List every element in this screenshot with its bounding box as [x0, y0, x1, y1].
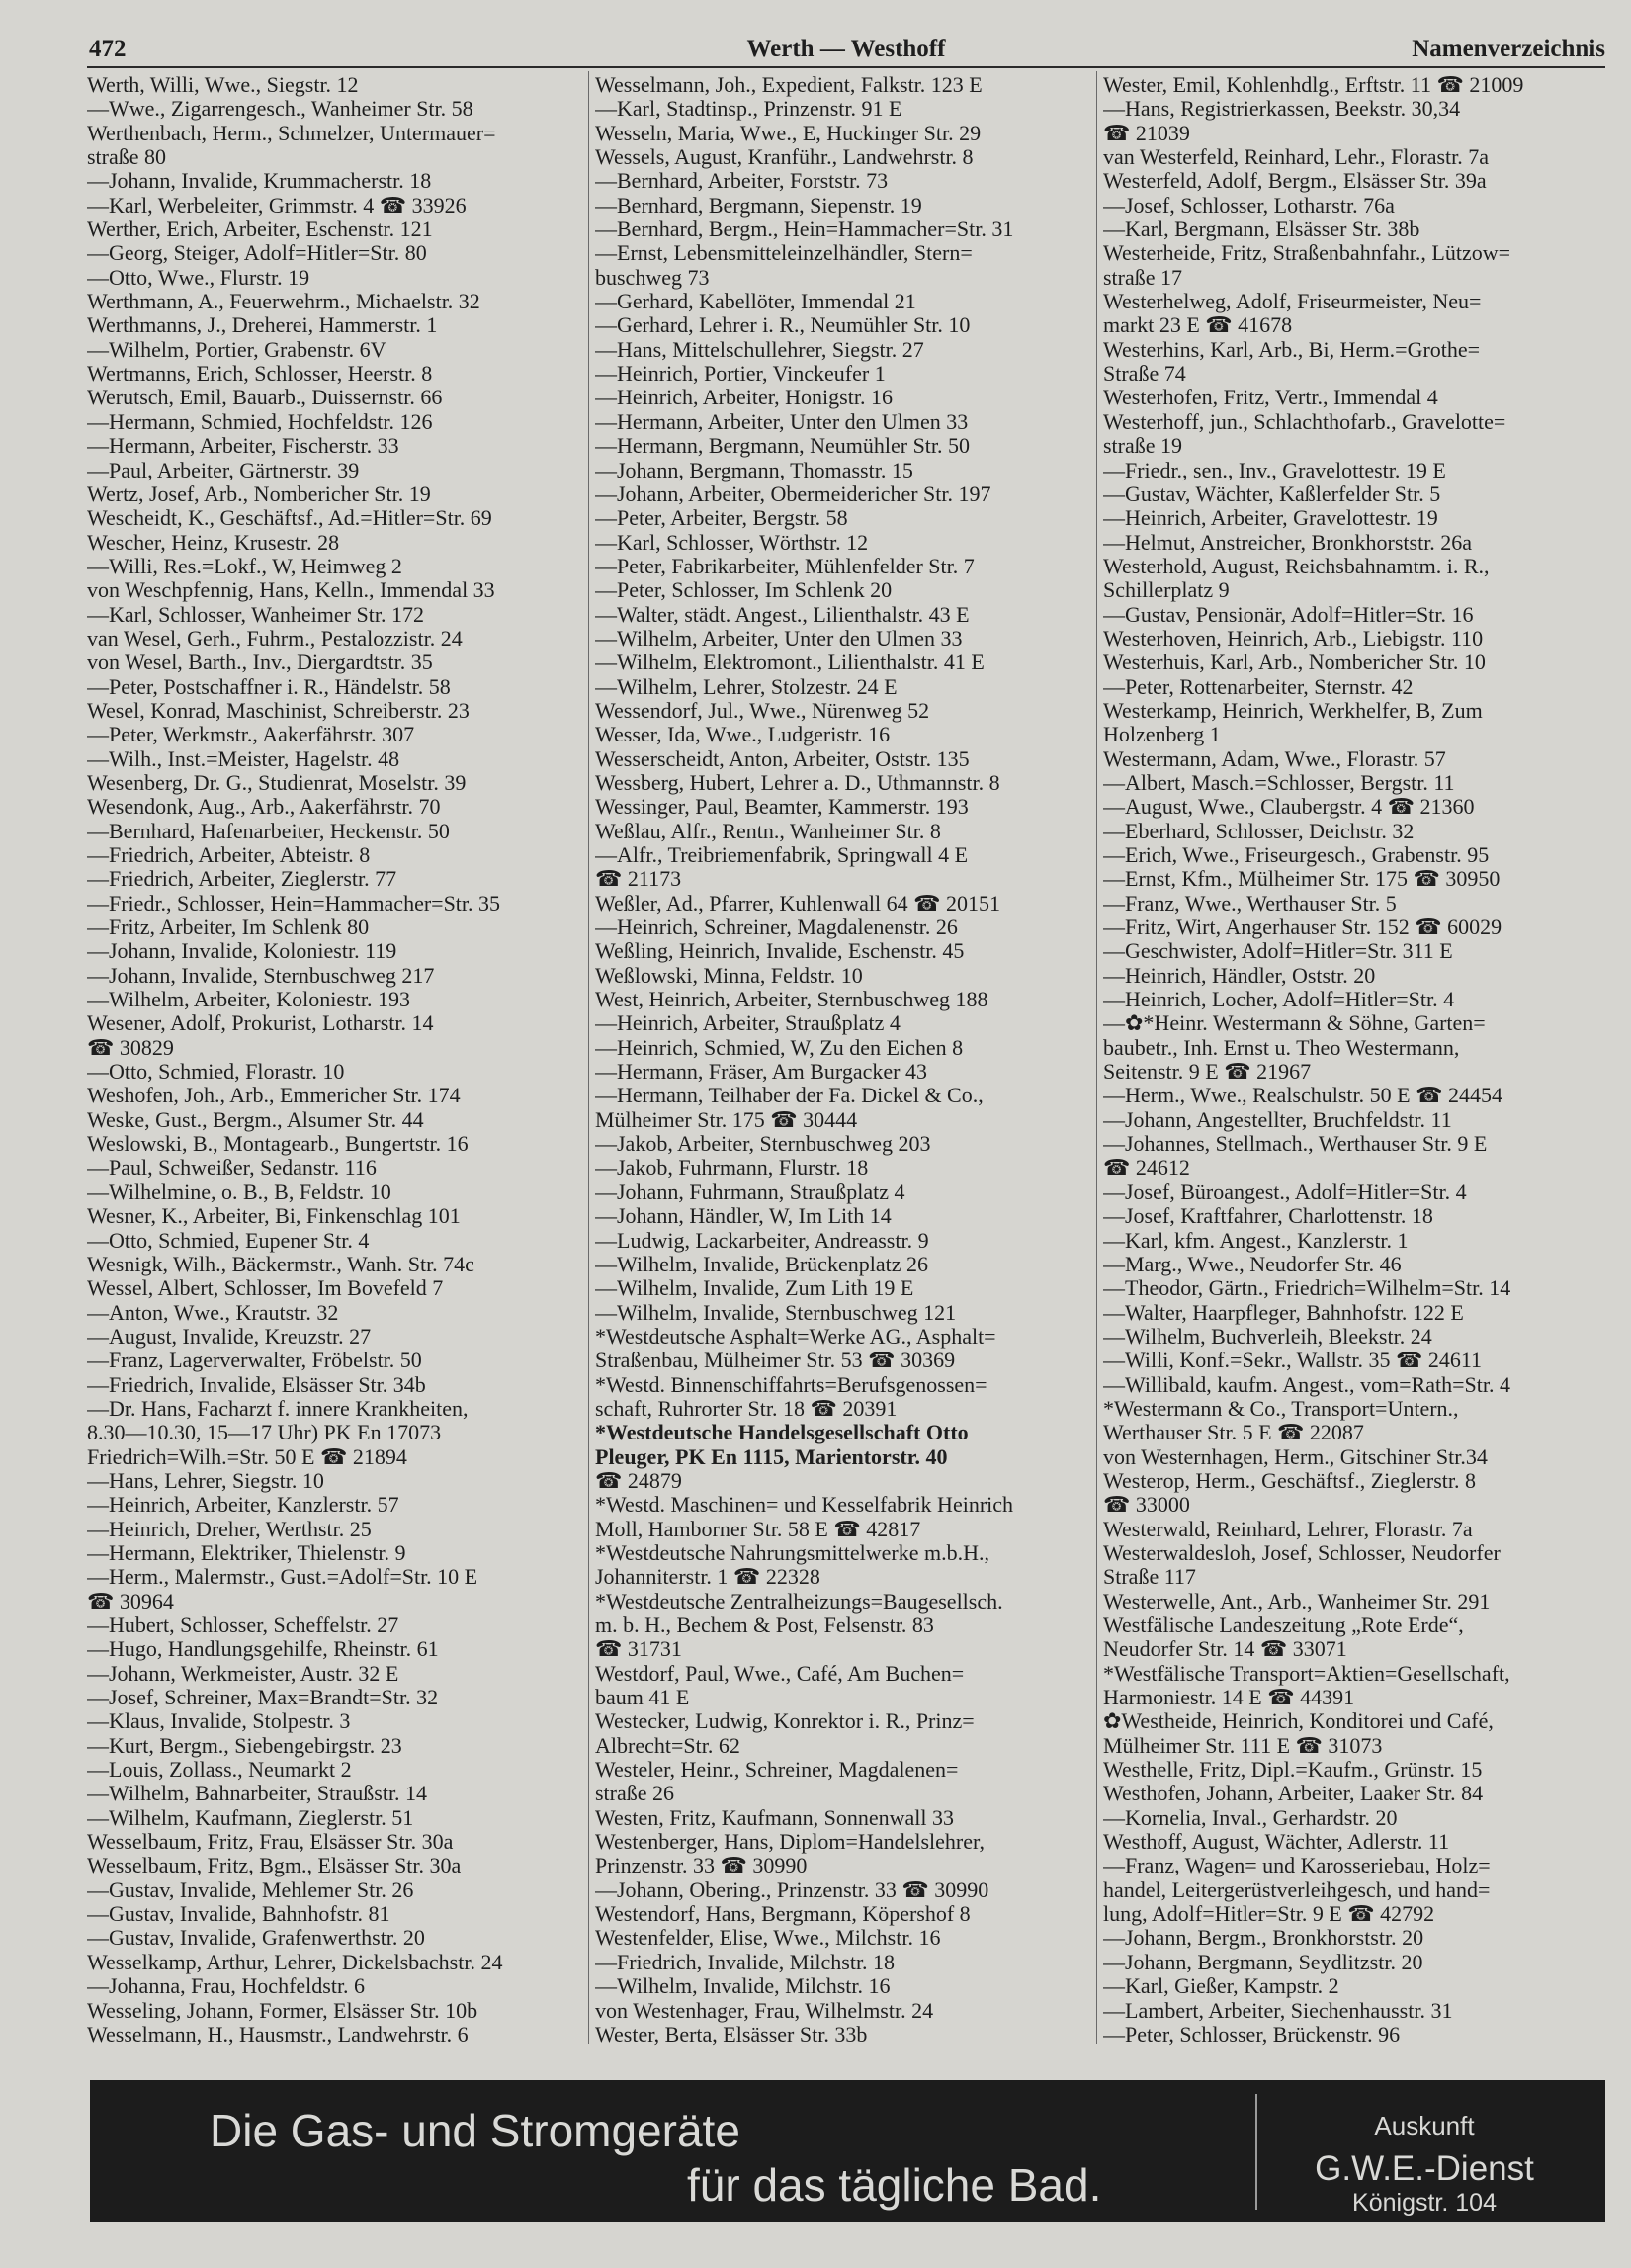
- directory-entry-line: —Wilhelmine, o. B., B, Feldstr. 10: [87, 1179, 391, 1204]
- directory-entry-line: —Friedrich, Arbeiter, Zieglerstr. 77: [87, 867, 397, 892]
- directory-entry-line: —Marg., Wwe., Neudorfer Str. 46: [1103, 1252, 1402, 1276]
- directory-entry-line: —Paul, Schweißer, Sedanstr. 116: [87, 1156, 377, 1180]
- directory-entry-line: —Hermann, Schmied, Hochfeldstr. 126: [87, 409, 433, 434]
- directory-entry-line: —Johanna, Frau, Hochfeldstr. 6: [87, 1974, 366, 1999]
- directory-entry-line: —Heinrich, Locher, Adolf=Hitler=Str. 4: [1103, 988, 1455, 1012]
- directory-entry-line: Werther, Erich, Arbeiter, Eschenstr. 121: [87, 218, 433, 242]
- directory-entry-line: —Hugo, Handlungsgehilfe, Rheinstr. 61: [87, 1637, 439, 1662]
- directory-entry-line: Westerop, Herm., Geschäftsf., Zieglerstr. 8: [1103, 1468, 1476, 1493]
- directory-entry-line: —Otto, Wwe., Flurstr. 19: [87, 265, 310, 290]
- directory-entry-line: schaft, Ruhrorter Str. 18 ☎ 20391: [595, 1396, 898, 1421]
- directory-entry-line: —Herm., Malermstr., Gust.=Adolf=Str. 10 E: [87, 1565, 478, 1590]
- directory-entry-line: ☎ 30829: [87, 1035, 174, 1060]
- directory-entry-line: Wesselbaum, Fritz, Frau, Elsässer Str. 30a: [87, 1830, 454, 1855]
- directory-entry-line: —Friedrich, Invalide, Elsässer Str. 34b: [87, 1372, 426, 1397]
- directory-entry-line: *Westdeutsche Handelsgesellschaft Otto: [595, 1421, 969, 1445]
- directory-entry-line: Wessinger, Paul, Beamter, Kammerstr. 193: [595, 795, 969, 820]
- directory-entry-line: straße 26: [595, 1782, 675, 1806]
- directory-entry-line: handel, Leitergerüstverleihgesch, und hand=: [1103, 1877, 1491, 1902]
- directory-entry-line: Weßlau, Alfr., Rentn., Wanheimer Str. 8: [595, 819, 941, 843]
- directory-entry-line: —Karl, Bergmann, Elsässer Str. 38b: [1103, 218, 1420, 242]
- directory-entry-line: —Wilhelm, Portier, Grabenstr. 6V: [87, 337, 386, 362]
- directory-entry-line: ✿Westheide, Heinrich, Konditorei und Café,: [1103, 1709, 1494, 1734]
- column-divider: [588, 71, 589, 2044]
- directory-entry-line: —Heinrich, Dreher, Werthstr. 25: [87, 1517, 372, 1541]
- directory-entry-line: m. b. H., Bechem & Post, Felsenstr. 83: [595, 1614, 934, 1637]
- directory-entry-line: baum 41 E: [595, 1686, 690, 1710]
- column-divider: [1096, 71, 1097, 2044]
- directory-entry-line: —Willi, Konf.=Sekr., Wallstr. 35 ☎ 24611: [1103, 1349, 1483, 1373]
- directory-entry-line: —Friedrich, Arbeiter, Abteistr. 8: [87, 843, 371, 867]
- page-number: 472: [89, 36, 127, 62]
- directory-entry-line: Wesserscheidt, Anton, Arbeiter, Oststr. 135: [595, 746, 970, 771]
- directory-entry-line: Wester, Berta, Elsässer Str. 33b: [595, 2022, 868, 2047]
- directory-entry-line: buschweg 73: [595, 265, 710, 290]
- directory-entry-line: —Karl, Stadtinsp., Prinzenstr. 91 E: [595, 97, 902, 122]
- directory-entry-line: —Eberhard, Schlosser, Deichstr. 32: [1103, 819, 1415, 843]
- directory-entry-line: Weßler, Ad., Pfarrer, Kuhlenwall 64 ☎ 20151: [595, 891, 1000, 916]
- directory-entry-line: —Hermann, Bergmann, Neumühler Str. 50: [595, 434, 971, 459]
- directory-entry-line: —Geschwister, Adolf=Hitler=Str. 311 E: [1103, 939, 1453, 964]
- directory-entry-line: Westerwaldesloh, Josef, Schlosser, Neudorfer: [1103, 1540, 1501, 1565]
- directory-entry-line: van Westerfeld, Reinhard, Lehr., Florastr. 7a: [1103, 145, 1490, 170]
- directory-entry-line: —Josef, Kraftfahrer, Charlottenstr. 18: [1103, 1204, 1433, 1229]
- directory-entry-line: —Bernhard, Bergmann, Siepenstr. 19: [595, 193, 922, 218]
- directory-entry-line: Straße 117: [1103, 1565, 1196, 1590]
- directory-entry-line: Wesselkamp, Arthur, Lehrer, Dickelsbachstr. 24: [87, 1950, 503, 1974]
- directory-entry-line: —Bernhard, Hafenarbeiter, Heckenstr. 50: [87, 819, 450, 843]
- directory-entry-line: *Westdeutsche Nahrungsmittelwerke m.b.H.,: [595, 1540, 990, 1565]
- directory-entry-line: Westerhold, August, Reichsbahnamtm. i. R.,: [1103, 554, 1490, 578]
- directory-entry-line: —Johann, Bergmann, Thomasstr. 15: [595, 458, 913, 482]
- directory-entry-line: —August, Wwe., Claubergstr. 4 ☎ 21360: [1103, 795, 1475, 820]
- directory-entry-line: —Peter, Rottenarbeiter, Sternstr. 42: [1103, 674, 1414, 699]
- directory-entry-line: —Karl, Schlosser, Wanheimer Str. 172: [87, 602, 424, 627]
- directory-entry-line: —Heinrich, Schmied, W, Zu den Eichen 8: [595, 1035, 964, 1060]
- directory-entry-line: Westerheide, Fritz, Straßenbahnfahr., Lützow=: [1103, 241, 1511, 266]
- directory-entry-line: Westerkamp, Heinrich, Werkhelfer, B, Zum: [1103, 698, 1483, 723]
- directory-entry-line: —Herm., Wwe., Realschulstr. 50 E ☎ 24454: [1103, 1084, 1502, 1108]
- directory-entry-line: Friedrich=Wilh.=Str. 50 E ☎ 21894: [87, 1444, 407, 1469]
- directory-entry-line: —Louis, Zollass., Neumarkt 2: [87, 1758, 352, 1783]
- directory-entry-line: —Wilhelm, Kaufmann, Zieglerstr. 51: [87, 1805, 414, 1830]
- directory-entry-line: —Peter, Werkmstr., Aakerfährstr. 307: [87, 723, 415, 747]
- directory-entry-line: Westecker, Ludwig, Konrektor i. R., Prinz=: [595, 1709, 975, 1734]
- directory-entry-line: straße 17: [1103, 265, 1183, 290]
- directory-entry-line: Westhofen, Johann, Arbeiter, Laaker Str. 84: [1103, 1782, 1484, 1806]
- directory-entry-line: —Theodor, Gärtn., Friedrich=Wilhelm=Str. 14: [1103, 1276, 1511, 1301]
- directory-entry-line: Wesenberg, Dr. G., Studienrat, Moselstr. 39: [87, 770, 467, 795]
- directory-entry-line: Weßling, Heinrich, Invalide, Eschenstr. 45: [595, 939, 965, 964]
- directory-entry-line: Wessendorf, Jul., Wwe., Nürenweg 52: [595, 698, 930, 723]
- directory-column-1: [87, 73, 583, 2047]
- directory-entry-line: —Karl, Gießer, Kampstr. 2: [1103, 1974, 1339, 1999]
- directory-entry-line: —Wilhelm, Arbeiter, Koloniestr. 193: [87, 988, 410, 1012]
- directory-entry-line: —✿*Heinr. Westermann & Söhne, Garten=: [1103, 1011, 1486, 1036]
- directory-entry-line: Westerhoven, Heinrich, Arb., Liebigstr. 110: [1103, 626, 1484, 651]
- directory-entry-line: *Westdeutsche Asphalt=Werke AG., Asphalt=: [595, 1324, 996, 1349]
- directory-column-2: [595, 73, 1091, 2047]
- directory-entry-line: —Hermann, Elektriker, Thielenstr. 9: [87, 1540, 406, 1565]
- ad-info-address: Königstr. 104: [1352, 2189, 1497, 2217]
- directory-entry-line: Schillerplatz 9: [1103, 578, 1230, 603]
- directory-entry-line: —Peter, Arbeiter, Bergstr. 58: [595, 506, 848, 531]
- directory-entry-line: Westerhins, Karl, Arb., Bi, Herm.=Grothe=: [1103, 337, 1481, 362]
- directory-entry-line: —Gustav, Invalide, Bahnhofstr. 81: [87, 1902, 390, 1927]
- ad-info-name: G.W.E.-Dienst: [1315, 2149, 1534, 2188]
- directory-entry-line: ☎ 31731: [595, 1637, 682, 1662]
- directory-entry-line: Wesel, Konrad, Maschinist, Schreiberstr. 23: [87, 698, 470, 723]
- directory-entry-line: ☎ 24612: [1103, 1156, 1190, 1180]
- directory-entry-line: ☎ 21173: [595, 867, 682, 892]
- directory-entry-line: Moll, Hamborner Str. 58 E ☎ 42817: [595, 1517, 921, 1541]
- directory-entry-line: Weßlowski, Minna, Feldstr. 10: [595, 963, 863, 988]
- directory-entry-line: markt 23 E ☎ 41678: [1103, 313, 1293, 338]
- directory-entry-line: Wesselbaum, Fritz, Bgm., Elsässer Str. 30a: [87, 1854, 462, 1878]
- ad-headline-line-1: Die Gas- und Stromgeräte: [210, 2105, 740, 2156]
- directory-entry-line: —Bernhard, Arbeiter, Forststr. 73: [595, 169, 889, 194]
- directory-entry-line: —Paul, Arbeiter, Gärtnerstr. 39: [87, 458, 360, 482]
- directory-entry-line: —Johann, Obering., Prinzenstr. 33 ☎ 30990: [595, 1877, 989, 1902]
- directory-entry-line: —Gustav, Invalide, Grafenwerthstr. 20: [87, 1926, 425, 1951]
- directory-entry-line: Westerhuis, Karl, Arb., Nombericher Str. 10: [1103, 651, 1486, 675]
- directory-entry-line: —Willibald, kaufm. Angest., vom=Rath=Str. 4: [1103, 1372, 1510, 1397]
- directory-entry-line: Johanniterstr. 1 ☎ 22328: [595, 1565, 820, 1590]
- directory-entry-line: —Wilhelm, Invalide, Brückenplatz 26: [595, 1252, 928, 1276]
- directory-entry-line: —Bernhard, Bergm., Hein=Hammacher=Str. 31: [595, 218, 1014, 242]
- directory-entry-line: Westen, Fritz, Kaufmann, Sonnenwall 33: [595, 1805, 954, 1830]
- directory-entry-line: —Walter, Haarpfleger, Bahnhofstr. 122 E: [1103, 1300, 1464, 1325]
- directory-entry-line: Weske, Gust., Bergm., Alsumer Str. 44: [87, 1107, 424, 1132]
- directory-entry-line: *Westdeutsche Zentralheizungs=Baugesellsch.: [595, 1589, 1003, 1614]
- directory-entry-line: Wessberg, Hubert, Lehrer a. D., Uthmannstr. 8: [595, 770, 1000, 795]
- directory-entry-line: —Hermann, Teilhaber der Fa. Dickel & Co.,: [595, 1084, 984, 1108]
- directory-entry-line: Westdorf, Paul, Wwe., Café, Am Buchen=: [595, 1661, 965, 1686]
- directory-entry-line: von Weschpfennig, Hans, Kelln., Immendal 33: [87, 578, 495, 603]
- directory-entry-line: Pleuger, PK En 1115, Marientorstr. 40: [595, 1444, 948, 1469]
- directory-entry-line: —Gustav, Pensionär, Adolf=Hitler=Str. 16: [1103, 602, 1474, 627]
- advertisement-banner: [90, 2080, 1605, 2222]
- directory-entry-line: —Wilhelm, Invalide, Milchstr. 16: [595, 1974, 891, 1999]
- directory-entry-line: —Franz, Lagerverwalter, Fröbelstr. 50: [87, 1349, 422, 1373]
- directory-entry-line: Werthmanns, J., Dreherei, Hammerstr. 1: [87, 313, 438, 338]
- directory-entry-line: ☎ 33000: [1103, 1493, 1190, 1518]
- directory-entry-line: ☎ 24879: [595, 1468, 682, 1493]
- directory-entry-line: —Wilh., Inst.=Meister, Hagelstr. 48: [87, 746, 400, 771]
- directory-entry-line: —Ernst, Lebensmitteleinzelhändler, Stern=: [595, 241, 973, 266]
- directory-entry-line: Westerfeld, Adolf, Bergm., Elsässer Str. 39a: [1103, 169, 1487, 194]
- ad-info-label: Auskunft: [1374, 2111, 1475, 2140]
- directory-entry-line: Straße 74: [1103, 362, 1186, 387]
- directory-entry-line: *Westermann & Co., Transport=Untern.,: [1103, 1396, 1459, 1421]
- directory-entry-line: —Ludwig, Lackarbeiter, Andreasstr. 9: [595, 1228, 929, 1253]
- directory-entry-line: Wertmanns, Erich, Schlosser, Heerstr. 8: [87, 362, 433, 387]
- directory-entry-line: —Gerhard, Kabellöter, Immendal 21: [595, 290, 916, 314]
- directory-entry-line: —Johannes, Stellmach., Werthauser Str. 9 E: [1103, 1132, 1488, 1157]
- directory-entry-line: Wessels, August, Kranführ., Landwehrstr. 8: [595, 145, 974, 170]
- directory-entry-line: —Josef, Schlosser, Lotharstr. 76a: [1103, 193, 1395, 218]
- directory-entry-line: ☎ 30964: [87, 1589, 174, 1614]
- directory-entry-line: straße 80: [87, 145, 167, 170]
- directory-entry-line: Wertz, Josef, Arb., Nombericher Str. 19: [87, 481, 431, 506]
- directory-entry-line: Wesener, Adolf, Prokurist, Lotharstr. 14: [87, 1011, 434, 1036]
- directory-entry-line: —Hans, Registrierkassen, Beekstr. 30,34: [1103, 97, 1461, 122]
- ad-headline-line-2: für das tägliche Bad.: [687, 2159, 1102, 2211]
- directory-entry-line: Werthenbach, Herm., Schmelzer, Untermauer=: [87, 121, 496, 145]
- directory-entry-line: —Helmut, Anstreicher, Bronkhorststr. 26a: [1103, 530, 1473, 555]
- directory-entry-line: —Willi, Res.=Lokf., W, Heimweg 2: [87, 554, 402, 578]
- directory-entry-line: —Johann, Invalide, Koloniestr. 119: [87, 939, 397, 964]
- directory-entry-line: —Johann, Werkmeister, Austr. 32 E: [87, 1661, 399, 1686]
- directory-entry-line: Mülheimer Str. 111 E ☎ 31073: [1103, 1733, 1383, 1758]
- directory-entry-line: —Friedrich, Invalide, Milchstr. 18: [595, 1950, 896, 1974]
- directory-entry-line: Wesser, Ida, Wwe., Ludgeristr. 16: [595, 723, 891, 747]
- directory-column-3: [1103, 73, 1605, 2047]
- directory-entry-line: lung, Adolf=Hitler=Str. 9 E ☎ 42792: [1103, 1902, 1435, 1927]
- directory-entry-line: —Otto, Schmied, Eupener Str. 4: [87, 1228, 370, 1253]
- directory-entry-line: von Westenhager, Frau, Wilhelmstr. 24: [595, 1998, 934, 2023]
- ad-divider: [1255, 2094, 1257, 2210]
- directory-entry-line: Wescheidt, K., Geschäftsf., Ad.=Hitler=Str. 69: [87, 506, 492, 531]
- directory-entry-line: —Wilhelm, Elektromont., Lilienthalstr. 41 E: [595, 651, 985, 675]
- directory-entry-line: —Jakob, Fuhrmann, Flurstr. 18: [595, 1156, 869, 1180]
- directory-entry-line: —Karl, Schlosser, Wörthstr. 12: [595, 530, 869, 555]
- directory-entry-line: Westfälische Landeszeitung „Rote Erde“,: [1103, 1614, 1464, 1637]
- directory-entry-line: —Fritz, Wirt, Angerhauser Str. 152 ☎ 60029: [1103, 916, 1502, 940]
- directory-entry-line: —Hubert, Schlosser, Scheffelstr. 27: [87, 1614, 399, 1637]
- directory-entry-line: —Peter, Postschaffner i. R., Händelstr. 58: [87, 674, 451, 699]
- directory-entry-line: *Westd. Binnenschiffahrts=Berufsgenossen=: [595, 1372, 987, 1397]
- directory-entry-line: Wesner, K., Arbeiter, Bi, Finkenschlag 101: [87, 1204, 461, 1229]
- directory-entry-line: —Josef, Büroangest., Adolf=Hitler=Str. 4: [1103, 1179, 1467, 1204]
- directory-entry-line: —Karl, Werbeleiter, Grimmstr. 4 ☎ 33926: [87, 193, 467, 218]
- directory-entry-line: —Heinrich, Arbeiter, Straußplatz 4: [595, 1011, 901, 1036]
- directory-entry-line: —Wilhelm, Invalide, Zum Lith 19 E: [595, 1276, 914, 1301]
- directory-entry-line: —Wilhelm, Arbeiter, Unter den Ulmen 33: [595, 626, 963, 651]
- page-header: [87, 36, 1605, 68]
- directory-entry-line: —Wilhelm, Lehrer, Stolzestr. 24 E: [595, 674, 898, 699]
- directory-entry-line: van Wesel, Gerh., Fuhrm., Pestalozzistr. 24: [87, 626, 463, 651]
- directory-entry-line: Westerhoff, jun., Schlachthofarb., Gravelotte=: [1103, 409, 1506, 434]
- directory-entry-line: Albrecht=Str. 62: [595, 1733, 740, 1758]
- directory-entry-line: Westerwald, Reinhard, Lehrer, Florastr. 7a: [1103, 1517, 1473, 1541]
- directory-entry-line: —Josef, Schreiner, Max=Brandt=Str. 32: [87, 1686, 439, 1710]
- directory-entry-line: Harmoniestr. 14 E ☎ 44391: [1103, 1686, 1355, 1710]
- directory-entry-line: Wesselmann, H., Hausmstr., Landwehrstr. 6: [87, 2022, 469, 2047]
- directory-entry-line: —Gerhard, Lehrer i. R., Neumühler Str. 10: [595, 313, 971, 338]
- page-title: Werth — Westhoff: [746, 36, 946, 62]
- directory-entry-line: —Fritz, Arbeiter, Im Schlenk 80: [87, 916, 370, 940]
- section-title: Namenverzeichnis: [1412, 36, 1605, 62]
- directory-entry-line: *Westfälische Transport=Aktien=Gesellschaft,: [1103, 1661, 1510, 1686]
- directory-entry-line: —Peter, Schlosser, Im Schlenk 20: [595, 578, 893, 603]
- directory-entry-line: —Gustav, Invalide, Mehlemer Str. 26: [87, 1877, 414, 1902]
- directory-entry-line: Werthmann, A., Feuerwehrm., Michaelstr. 32: [87, 290, 480, 314]
- directory-entry-line: —Hermann, Arbeiter, Fischerstr. 33: [87, 434, 399, 459]
- directory-entry-line: Westerhofen, Fritz, Vertr., Immendal 4: [1103, 386, 1438, 410]
- directory-entry-line: Westenfelder, Elise, Wwe., Milchstr. 16: [595, 1926, 941, 1951]
- directory-entry-line: Westhelle, Fritz, Dipl.=Kaufm., Grünstr. 15: [1103, 1758, 1483, 1783]
- directory-entry-line: Neudorfer Str. 14 ☎ 33071: [1103, 1637, 1347, 1662]
- directory-entry-line: Westermann, Adam, Wwe., Florastr. 57: [1103, 746, 1446, 771]
- directory-entry-line: 8.30—10.30, 15—17 Uhr) PK En 17073: [87, 1421, 442, 1445]
- directory-entry-line: Werth, Willi, Wwe., Siegstr. 12: [87, 73, 359, 97]
- directory-entry-line: Westenberger, Hans, Diplom=Handelslehrer,: [595, 1830, 985, 1855]
- directory-entry-line: —Ernst, Kfm., Mülheimer Str. 175 ☎ 30950: [1103, 867, 1501, 892]
- directory-entry-line: Werthauser Str. 5 E ☎ 22087: [1103, 1421, 1364, 1445]
- directory-entry-line: Wester, Emil, Kohlenhdlg., Erftstr. 11 ☎ 21009: [1103, 73, 1524, 97]
- directory-entry-line: —Albert, Masch.=Schlosser, Bergstr. 11: [1103, 770, 1455, 795]
- directory-entry-line: —Johann, Arbeiter, Obermeidericher Str. 197: [595, 481, 991, 506]
- directory-entry-line: —Anton, Wwe., Krautstr. 32: [87, 1300, 339, 1325]
- directory-entry-line: —Friedr., Schlosser, Hein=Hammacher=Str. 35: [87, 891, 501, 916]
- directory-entry-line: —Alfr., Treibriemenfabrik, Springwall 4 E: [595, 843, 969, 867]
- directory-entry-line: —Peter, Fabrikarbeiter, Mühlenfelder Str. 7: [595, 554, 975, 578]
- directory-entry-line: —Heinrich, Portier, Vinckeufer 1: [595, 362, 886, 387]
- directory-entry-line: Westerwelle, Ant., Arb., Wanheimer Str. 291: [1103, 1589, 1491, 1614]
- directory-entry-line: —Johann, Bergm., Bronkhorststr. 20: [1103, 1926, 1424, 1951]
- directory-entry-line: Werutsch, Emil, Bauarb., Duissernstr. 66: [87, 386, 443, 410]
- directory-entry-line: Mülheimer Str. 175 ☎ 30444: [595, 1107, 858, 1132]
- directory-entry-line: —Klaus, Invalide, Stolpestr. 3: [87, 1709, 351, 1734]
- directory-entry-line: Wescher, Heinz, Krusestr. 28: [87, 530, 340, 555]
- directory-entry-line: —Otto, Schmied, Florastr. 10: [87, 1060, 345, 1085]
- directory-entry-line: —Lambert, Arbeiter, Siechenhausstr. 31: [1103, 1998, 1453, 2023]
- directory-entry-line: —Wilhelm, Buchverleih, Bleekstr. 24: [1103, 1324, 1432, 1349]
- directory-entry-line: Westhoff, August, Wächter, Adlerstr. 11: [1103, 1830, 1450, 1855]
- directory-entry-line: —Johann, Fuhrmann, Straußplatz 4: [595, 1179, 905, 1204]
- directory-entry-line: —Johann, Händler, W, Im Lith 14: [595, 1204, 892, 1229]
- directory-entry-line: Westerhelweg, Adolf, Friseurmeister, Neu=: [1103, 290, 1482, 314]
- directory-entry-line: —Erich, Wwe., Friseurgesch., Grabenstr. 95: [1103, 843, 1490, 867]
- directory-entry-line: Wesseln, Maria, Wwe., E, Huckinger Str. 29: [595, 121, 982, 145]
- directory-entry-line: straße 19: [1103, 434, 1183, 459]
- directory-entry-line: —Heinrich, Arbeiter, Honigstr. 16: [595, 386, 893, 410]
- directory-entry-line: —Franz, Wagen= und Karosseriebau, Holz=: [1103, 1854, 1491, 1878]
- directory-entry-line: Westeler, Heinr., Schreiner, Magdalenen=: [595, 1758, 959, 1783]
- directory-entry-line: —Kornelia, Inval., Gerhardstr. 20: [1103, 1805, 1398, 1830]
- directory-entry-line: Wesendonk, Aug., Arb., Aakerfährstr. 70: [87, 795, 441, 820]
- directory-entry-line: —Gustav, Wächter, Kaßlerfelder Str. 5: [1103, 481, 1441, 506]
- directory-entry-line: —Hermann, Fräser, Am Burgacker 43: [595, 1060, 927, 1085]
- directory-entry-line: Wesseling, Johann, Former, Elsässer Str. 10b: [87, 1998, 478, 2023]
- directory-entry-line: —Dr. Hans, Facharzt f. innere Krankheiten,: [87, 1396, 469, 1421]
- directory-entry-line: —Friedr., sen., Inv., Gravelottestr. 19 E: [1103, 458, 1446, 482]
- directory-entry-line: Weshofen, Joh., Arb., Emmericher Str. 174: [87, 1084, 461, 1108]
- directory-entry-line: —Heinrich, Arbeiter, Gravelottestr. 19: [1103, 506, 1438, 531]
- directory-entry-line: Straßenbau, Mülheimer Str. 53 ☎ 30369: [595, 1349, 956, 1373]
- directory-entry-line: —Johann, Invalide, Krummacherstr. 18: [87, 169, 432, 194]
- directory-entry-line: —Peter, Schlosser, Brückenstr. 96: [1103, 2022, 1401, 2047]
- directory-entry-line: *Westd. Maschinen= und Kesselfabrik Heinrich: [595, 1493, 1014, 1518]
- directory-entry-line: —Georg, Steiger, Adolf=Hitler=Str. 80: [87, 241, 427, 266]
- directory-entry-line: Seitenstr. 9 E ☎ 21967: [1103, 1060, 1312, 1085]
- directory-entry-line: —Karl, kfm. Angest., Kanzlerstr. 1: [1103, 1228, 1409, 1253]
- directory-entry-line: —Wilhelm, Invalide, Sternbuschweg 121: [595, 1300, 957, 1325]
- directory-entry-line: —Heinrich, Arbeiter, Kanzlerstr. 57: [87, 1493, 399, 1518]
- directory-entry-line: Holzenberg 1: [1103, 723, 1221, 747]
- directory-entry-line: Wesselmann, Joh., Expedient, Falkstr. 123 E: [595, 73, 983, 97]
- directory-entry-line: West, Heinrich, Arbeiter, Sternbuschweg 188: [595, 988, 988, 1012]
- directory-entry-line: von Westernhagen, Herm., Gitschiner Str.34: [1103, 1444, 1488, 1469]
- directory-entry-line: —Jakob, Arbeiter, Sternbuschweg 203: [595, 1132, 931, 1157]
- directory-entry-line: Westendorf, Hans, Bergmann, Köpershof 8: [595, 1902, 971, 1927]
- directory-entry-line: —Kurt, Bergm., Siebengebirgstr. 23: [87, 1733, 402, 1758]
- directory-entry-line: von Wesel, Barth., Inv., Diergardtstr. 35: [87, 651, 433, 675]
- directory-entry-line: baubetr., Inh. Ernst u. Theo Westermann,: [1103, 1035, 1460, 1060]
- directory-entry-line: —Hans, Mittelschullehrer, Siegstr. 27: [595, 337, 924, 362]
- directory-entry-line: —Walter, städt. Angest., Lilienthalstr. 43 E: [595, 602, 970, 627]
- directory-entry-line: Weslowski, B., Montagearb., Bungertstr. 16: [87, 1132, 469, 1157]
- directory-entry-line: —Wwe., Zigarrengesch., Wanheimer Str. 58: [87, 97, 473, 122]
- directory-entry-line: Prinzenstr. 33 ☎ 30990: [595, 1854, 808, 1878]
- directory-entry-line: —Johann, Invalide, Sternbuschweg 217: [87, 963, 435, 988]
- directory-entry-line: —Heinrich, Händler, Oststr. 20: [1103, 963, 1376, 988]
- directory-entry-line: —Franz, Wwe., Werthauser Str. 5: [1103, 891, 1397, 916]
- directory-entry-line: —Hans, Lehrer, Siegstr. 10: [87, 1468, 324, 1493]
- directory-entry-line: ☎ 21039: [1103, 121, 1190, 145]
- directory-entry-line: Wessel, Albert, Schlosser, Im Bovefeld 7: [87, 1276, 444, 1301]
- directory-entry-line: —Hermann, Arbeiter, Unter den Ulmen 33: [595, 409, 969, 434]
- directory-entry-line: —Johann, Angestellter, Bruchfeldstr. 11: [1103, 1107, 1452, 1132]
- directory-entry-line: Wesnigk, Wilh., Bäckermstr., Wanh. Str. 74c: [87, 1252, 474, 1276]
- directory-entry-line: —Wilhelm, Bahnarbeiter, Straußstr. 14: [87, 1782, 428, 1806]
- directory-entry-line: —Johann, Bergmann, Seydlitzstr. 20: [1103, 1950, 1423, 1974]
- directory-entry-line: —Heinrich, Schreiner, Magdalenenstr. 26: [595, 916, 958, 940]
- directory-entry-line: —August, Invalide, Kreuzstr. 27: [87, 1324, 372, 1349]
